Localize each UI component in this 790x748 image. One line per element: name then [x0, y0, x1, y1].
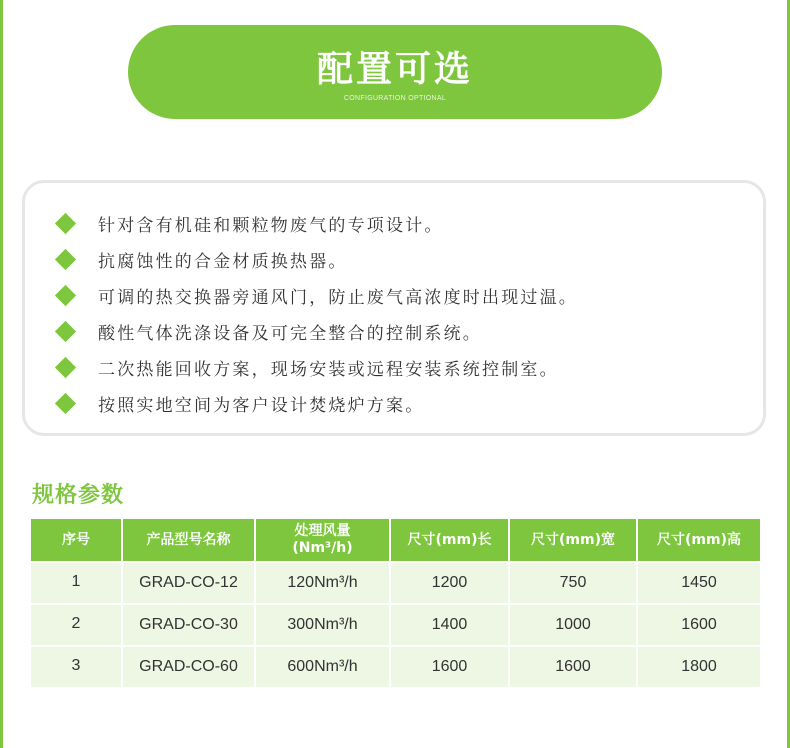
feature-text: 酸性气体洗涤设备及可完全整合的控制系统。 — [98, 323, 482, 344]
table-cell: 300Nm³/h — [255, 604, 390, 646]
column-header: 处理风量 (Nm³/h) — [255, 519, 390, 562]
diamond-bullet-icon — [55, 248, 76, 269]
feature-item — [53, 313, 578, 349]
table-cell: 2 — [31, 604, 122, 646]
left-border — [0, 0, 3, 748]
table-row — [31, 646, 760, 687]
spec-title: 规格参数 — [32, 483, 125, 508]
table-cell: 1600 — [509, 646, 637, 687]
feature-item — [53, 349, 578, 385]
table-cell: 750 — [509, 562, 637, 604]
table-cell: 600Nm³/h — [255, 646, 390, 687]
table-cell: 1600 — [637, 604, 760, 646]
column-header: 序号 — [31, 519, 122, 562]
table-cell: GRAD-CO-12 — [122, 562, 255, 604]
table-cell: 1450 — [637, 562, 760, 604]
section-title: 配置可选 — [316, 49, 473, 90]
table-cell: GRAD-CO-60 — [122, 646, 255, 687]
table-header-row — [31, 519, 760, 562]
table-cell: GRAD-CO-30 — [122, 604, 255, 646]
column-header: 尺寸(mm)长 — [390, 519, 509, 562]
feature-item — [53, 205, 578, 241]
table-cell: 120Nm³/h — [255, 562, 390, 604]
feature-text: 可调的热交换器旁通风门，防止废气高浓度时出现过温。 — [98, 287, 578, 308]
diamond-bullet-icon — [55, 320, 76, 341]
table-row — [31, 562, 760, 604]
feature-text: 针对含有机硅和颗粒物废气的专项设计。 — [98, 215, 444, 236]
section-title-banner — [128, 25, 662, 119]
table-cell: 1200 — [390, 562, 509, 604]
diamond-bullet-icon — [55, 212, 76, 233]
table-cell: 1 — [31, 562, 122, 604]
feature-text: 二次热能回收方案，现场安装或远程安装系统控制室。 — [98, 359, 559, 380]
diamond-bullet-icon — [55, 392, 76, 413]
table-cell: 1000 — [509, 604, 637, 646]
table-cell: 1800 — [637, 646, 760, 687]
column-header: 尺寸(mm)宽 — [509, 519, 637, 562]
column-header: 尺寸(mm)高 — [637, 519, 760, 562]
spec-table — [31, 519, 760, 687]
feature-item — [53, 241, 578, 277]
diamond-bullet-icon — [55, 356, 76, 377]
feature-text: 按照实地空间为客户设计焚烧炉方案。 — [98, 395, 425, 416]
feature-item — [53, 385, 578, 421]
feature-list — [53, 205, 578, 421]
table-row — [31, 604, 760, 646]
feature-text: 抗腐蚀性的合金材质换热器。 — [98, 251, 348, 272]
table-cell: 1600 — [390, 646, 509, 687]
table-cell: 3 — [31, 646, 122, 687]
diamond-bullet-icon — [55, 284, 76, 305]
feature-item — [53, 277, 578, 313]
feature-card — [22, 180, 766, 436]
column-header: 产品型号名称 — [122, 519, 255, 562]
section-subtitle: CONFIGURATION OPTIONAL — [343, 95, 447, 102]
table-cell: 1400 — [390, 604, 509, 646]
